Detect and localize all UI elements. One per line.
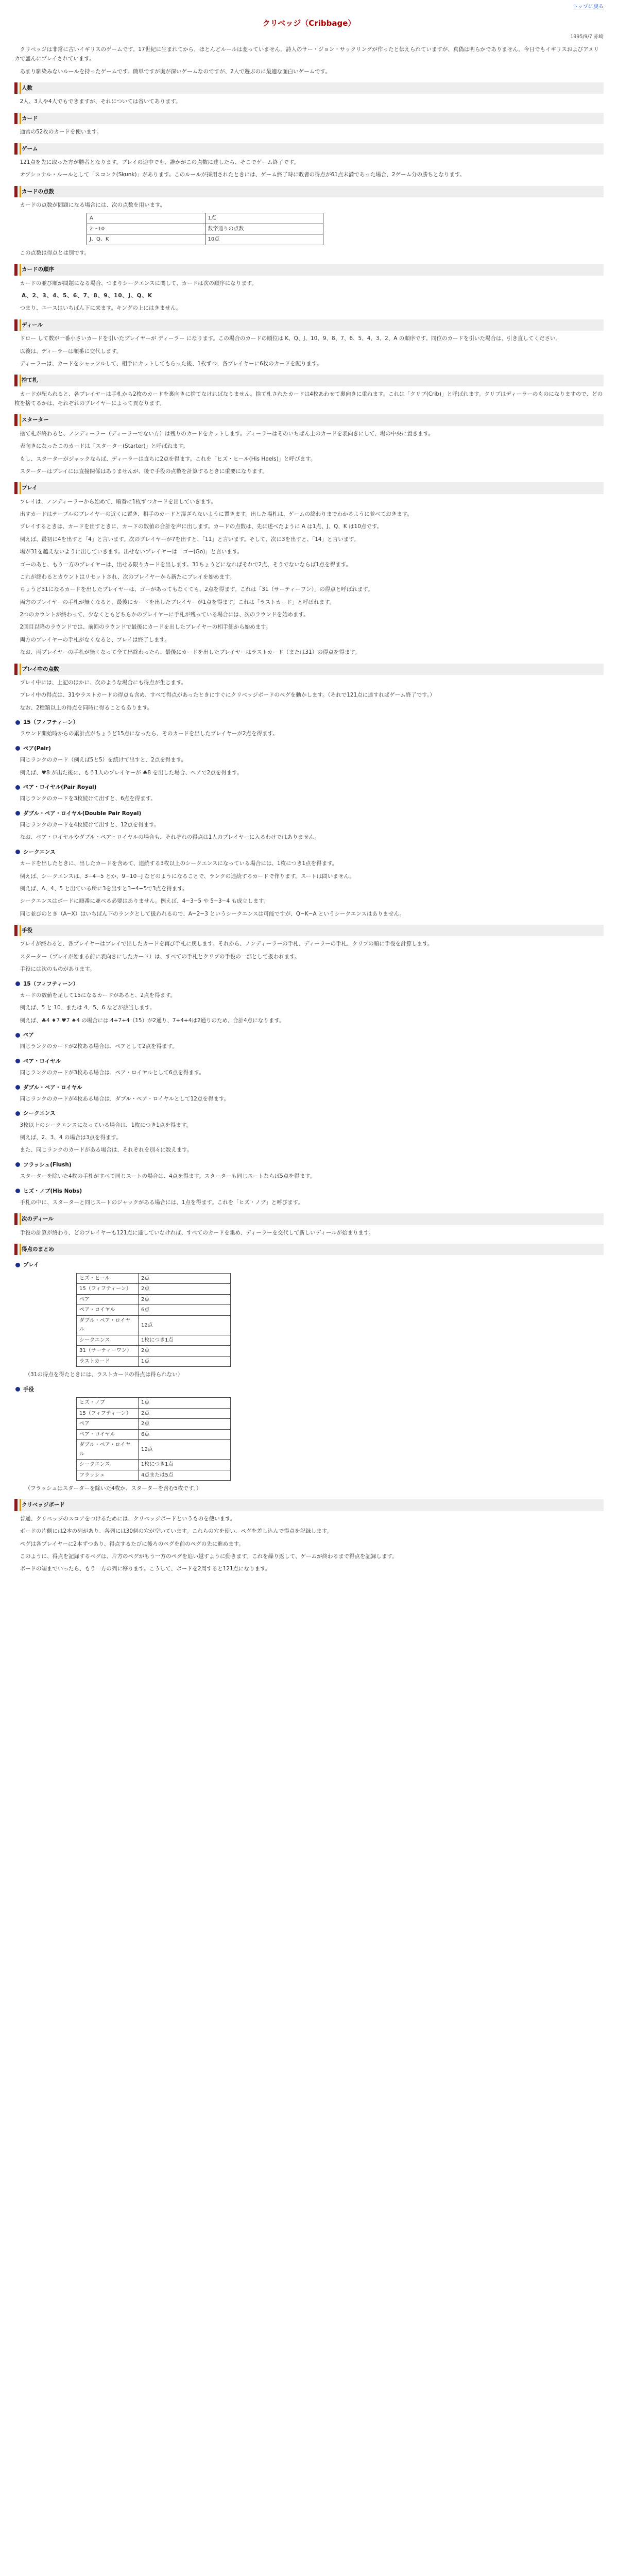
hand-sequence-text-1: 3枚以上のシークエンスになっている場合は、1枚につき1点を得ます。 bbox=[20, 1122, 192, 1128]
subheading-label: シークエンス bbox=[23, 1110, 56, 1117]
table-cell: 2点 bbox=[139, 1419, 231, 1430]
play-text-7: これが終わるとカウントはリセットされ、次のプレイヤーから新たにプレイを始めます。 bbox=[20, 573, 235, 580]
section-heading-order: カードの順序 bbox=[14, 264, 604, 275]
table-row bbox=[77, 1460, 231, 1470]
section-heading-hands: 手役 bbox=[14, 925, 604, 936]
play-text-10: 2つのカウントが終わって、少なくともどちらかのプレイヤーに手札が残っている場合には、次のラウンドを始めます。 bbox=[20, 612, 309, 618]
subheading-hand-sequence bbox=[14, 1109, 604, 1118]
subheading-hand-fifteen bbox=[14, 979, 604, 989]
table-cell: 1点 bbox=[205, 213, 323, 224]
section-heading-starter: スターター bbox=[14, 414, 604, 426]
play-scoring-text-3: なお、2種類以上の得点を同時に得ることもあります。 bbox=[20, 704, 153, 711]
subheading-hand-double-pair-royal bbox=[14, 1083, 604, 1092]
table-cell: 2点 bbox=[139, 1346, 231, 1357]
table-cell: 4点または5点 bbox=[139, 1470, 231, 1481]
table-row bbox=[77, 1273, 231, 1284]
table-cell: 6点 bbox=[139, 1429, 231, 1440]
subheading-label: ダブル・ペア・ロイヤル(Double Pair Royal) bbox=[23, 810, 142, 817]
values-text: カードの点数が問題になる場合には、次の点数を用います。 bbox=[20, 202, 166, 208]
bullet-icon bbox=[15, 1111, 20, 1116]
board-text-2: ボードの片側には2本の列があり、各列には30個の穴が空いています。これらの穴を使い、ペグを差し込んで得点を記録します。 bbox=[20, 1528, 332, 1535]
play-pair-text-1: 同じランクのカード（例えば5と5）を続けて出すと、2点を得ます。 bbox=[20, 757, 186, 764]
hand-double-pair-royal-text: 同じランクのカードが4枚ある場合は、ダブル・ペア・ロイヤルとして12点を得ます。 bbox=[20, 1095, 230, 1102]
table-cell: 1枚につき1点 bbox=[139, 1460, 231, 1470]
card-values-table bbox=[87, 213, 323, 245]
section-heading-game: ゲーム bbox=[14, 143, 604, 155]
table-cell: 6点 bbox=[139, 1305, 231, 1316]
hand-fifteen-text-3: 例えば、♣4 ♦7 ♥7 ♠4 の場合には 4+7+4（15）が2通り、7+4+4は2通りのため、合計4点になります。 bbox=[20, 1017, 285, 1024]
table-cell: 1点 bbox=[139, 1356, 231, 1367]
play-sequence-text-3: 例えば、A、4、5 と出ている所に3を出すと3−4−5で3点を得ます。 bbox=[20, 885, 188, 892]
subheading-label: プレイ bbox=[23, 1262, 39, 1268]
table-cell: ダブル・ペア・ロイヤル bbox=[77, 1440, 139, 1460]
bullet-icon bbox=[15, 720, 20, 725]
table-row bbox=[77, 1429, 231, 1440]
play-double-pair-royal-text-2: なお、ペア・ロイヤルやダブル・ペア・ロイヤルの場合も、それぞれの得点は1人のプレイヤーに入るわけではありません。 bbox=[20, 834, 320, 841]
play-text-12: 両方のプレイヤーの手札がなくなると、プレイは終了します。 bbox=[20, 636, 170, 643]
values-after: この点数は得点とは別です。 bbox=[20, 249, 90, 256]
table-row bbox=[77, 1408, 231, 1419]
subheading-label: ダブル・ペア・ロイヤル bbox=[23, 1084, 82, 1091]
board-text-1: 普通、クリベッジのスコアをつけるためには、クリベッジボードというものを使います。 bbox=[20, 1515, 236, 1522]
table-cell: 15（フィフティーン） bbox=[77, 1284, 139, 1295]
table-cell: 2〜10 bbox=[87, 224, 205, 234]
order-after: つまり、エースはいちばん下に来ます。キングの上にはきません。 bbox=[20, 305, 182, 312]
play-text-11: 2回目以降のラウンドでは、前回のラウンドで最後にカードを出したプレイヤーの相手側から始めます。 bbox=[20, 624, 271, 631]
hand-sequence-text-2: 例えば、2、3、4 の場合は3点を得ます。 bbox=[20, 1134, 122, 1141]
bullet-icon bbox=[15, 1033, 20, 1038]
table-row bbox=[87, 234, 323, 245]
play-double-pair-royal-text-1: 同じランクのカードを4枚続けて出すと、12点を得ます。 bbox=[20, 822, 160, 828]
play-sequence-text-4: シークエンスはボードに順番に並べる必要はありません。例えば、4−3−5 や 5−3−4 も成立します。 bbox=[20, 898, 269, 905]
play-text-2: 出すカードはテーブルのプレイヤーの近くに置き、相手のカードと混ざらないように置きます。出した場札は、ゲームの終わりまでわかるように並べておきます。 bbox=[20, 511, 413, 517]
bullet-icon bbox=[15, 1263, 20, 1267]
play-sequence-text-5: 同じ並びのとき（A−X）はいちばん下のランクとして扱われるので、A−2−3 というシークエンスは可能ですが、Q−K−A というシークエンスはありません。 bbox=[20, 910, 405, 917]
board-text-5: ボードの端までいったら、もう一方の列に移ります。こうして、ボードを2周すると121点になります。 bbox=[20, 1566, 271, 1572]
play-text-6: ゴーのあと、もう一方のプレイヤーは、出せる限りカードを出します。31ちょうどになればそれで2点、そうでないならば1点を得ます。 bbox=[20, 561, 352, 568]
play-text-13: なお、両プレイヤーの手札が無くなって全て出終わったら、最後にカードを出したプレイヤーはラストカード（または31）の得点を得ます。 bbox=[20, 649, 360, 656]
table-row bbox=[77, 1294, 231, 1305]
subheading-label: フラッシュ(Flush) bbox=[23, 1161, 72, 1168]
play-pair-text-2: 例えば、♥8 が出た後に、もう1人のプレイヤーが ♣8 を出した場合、ペアで2点を得ます。 bbox=[20, 769, 243, 776]
table-row bbox=[77, 1335, 231, 1346]
table-cell: ヒズ・ヒール bbox=[77, 1273, 139, 1284]
hand-pair-text: 同じランクのカードが2枚ある場合は、ペアとして2点を得ます。 bbox=[20, 1043, 178, 1050]
bullet-icon bbox=[15, 1085, 20, 1090]
table-cell: 2点 bbox=[139, 1408, 231, 1419]
back-to-top-link[interactable]: トップに戻る bbox=[573, 4, 604, 10]
starter-text-1: 捨て札が終わると、ノンディーラー（ディーラーでない方）は残りのカードをカットします。ディーラーはそのいちばん上のカードを表向きにして、場の中央に置きます。 bbox=[20, 430, 434, 437]
table-row bbox=[77, 1440, 231, 1460]
table-cell: 2点 bbox=[139, 1273, 231, 1284]
order-text: カードの並び順が問題になる場合、つまりシークエンスに関して、カードは次の順序になります。 bbox=[20, 280, 257, 286]
next-deal-text: 手役の計算が終わり、どのプレイヤーも121点に達していなければ、すべてのカードを集め、ディーラーを交代して新しいディールが始まります。 bbox=[20, 1229, 374, 1236]
starter-text-3: もし、スターターがジャックならば、ディーラーは直ちに2点を得ます。これを「ヒズ・ヒール(His Heels)」と呼びます。 bbox=[20, 455, 316, 462]
subheading-play-double-pair-royal bbox=[14, 809, 604, 818]
play-pair-royal-text: 同じランクのカードを3枚続けて出すと、6点を得ます。 bbox=[20, 795, 156, 802]
deal-text-2: 以後は、ディーラーは順番に交代します。 bbox=[20, 348, 122, 354]
hand-flush-text: スターターを除いた4枚の手札がすべて同じスートの場合は、4点を得ます。スターターも同じスートならば5点を得ます。 bbox=[20, 1173, 316, 1180]
section-heading-discard: 捨て札 bbox=[14, 375, 604, 386]
hand-score-note: （フラッシュはスターターを除いた4枚か、スターターを含む5枚です。） bbox=[25, 1485, 202, 1492]
table-cell: ペア・ロイヤル bbox=[77, 1429, 139, 1440]
table-cell: 2点 bbox=[139, 1284, 231, 1295]
subheading-label: 手役 bbox=[23, 1386, 34, 1393]
author-date: 1995/9/7 赤崎 bbox=[570, 34, 604, 40]
intro-paragraph-2: あまり馴染みないルールを持ったゲームです。簡単ですが奥が深いゲームなのですが、2人で遊ぶのに最適な面白いゲームです。 bbox=[20, 68, 331, 75]
starter-text-2: 表向きになったこのカードは「スターター(Starter)」と呼ばれます。 bbox=[20, 443, 188, 450]
table-cell: 15（フィフティーン） bbox=[77, 1408, 139, 1419]
bullet-icon bbox=[15, 1387, 20, 1392]
section-heading-board: クリベッジボード bbox=[14, 1499, 604, 1511]
bullet-icon bbox=[15, 981, 20, 986]
hand-pair-royal-text: 同じランクのカードが3枚ある場合は、ペア・ロイヤルとして6点を得ます。 bbox=[20, 1070, 204, 1076]
hand-nobs-text: 手札の中に、スターターと同じスートのジャックがある場合には、1点を得ます。これを「ヒズ・ノブ」と呼びます。 bbox=[20, 1199, 303, 1206]
play-scoring-text-1: プレイ中には、上記のほかに、次のような場合にも得点が生じます。 bbox=[20, 679, 187, 686]
table-cell: A bbox=[87, 213, 205, 224]
table-cell: 31（サーティーワン） bbox=[77, 1346, 139, 1357]
play-sequence-text-2: 例えば、シークエンスは、3−4−5 とか、9−10−J などのようになることで、ランクの連続するカードで作ります。スートは問いません。 bbox=[20, 873, 355, 879]
subheading-label: ペア bbox=[23, 1032, 34, 1038]
play-text-5: 場が31を越えないように出していきます。出せないプレイヤーは「ゴー(Go)」と言います。 bbox=[20, 549, 243, 555]
table-row bbox=[77, 1356, 231, 1367]
deal-text-3: ディーラーは、カードをシャッフルして、相手にカットしてもらった後、1枚ずつ、各プレイヤーに6枚のカードを配ります。 bbox=[20, 360, 322, 367]
subheading-label: ペア・ロイヤル bbox=[23, 1058, 61, 1064]
table-row bbox=[77, 1419, 231, 1430]
top-link-container bbox=[14, 2, 604, 10]
bullet-icon bbox=[15, 1059, 20, 1063]
play-scoring-text-2: プレイ中の得点は、31やラストカードの得点も含め、すべて得点があったときにすぐにクリベッジボードのペグを動かします。（それで121点に達すればゲーム終了です。） bbox=[20, 692, 435, 699]
subheading-label: シークエンス bbox=[23, 849, 56, 855]
play-fifteen-text: ラウンド開始時からの累計点がちょうど15点になったら、そのカードを出したプレイヤーが2点を得ます。 bbox=[20, 731, 278, 737]
table-cell: 2点 bbox=[139, 1294, 231, 1305]
play-text-1: プレイは、ノンディーラーから始めて、順番に1枚ずつカードを出していきます。 bbox=[20, 498, 216, 505]
subheading-label: ヒズ・ノブ(His Nobs) bbox=[23, 1188, 82, 1194]
section-heading-deal: ディール bbox=[14, 319, 604, 331]
play-text-4: 例えば、最初に4を出すと「4」と言います。次のプレイヤーが7を出すと、「11」と言います。そして、次に3を出すと、「14」と言います。 bbox=[20, 536, 359, 543]
table-cell: 10点 bbox=[205, 234, 323, 245]
subheading-label: 15（フィフティーン） bbox=[23, 719, 79, 725]
table-row bbox=[87, 224, 323, 234]
bullet-icon bbox=[15, 1189, 20, 1193]
starter-text-4: スターターはプレイには直接関係はありませんが、後で手役の点数を計算するときに重要になります。 bbox=[20, 468, 268, 474]
intro-paragraph-1: クリベッジは非常に古いイギリスのゲームです。17世紀に生まれてから、ほとんどルールは変っていません。詩人のサー・ジョン・サックリングが作ったと伝えられていますが、真偽は明らかでありません。今日でもイギリスおよびアメリカで盛んにプレイされています。 bbox=[14, 46, 599, 62]
subheading-summary-hand bbox=[14, 1385, 604, 1394]
table-cell: ペア bbox=[77, 1419, 139, 1430]
discard-text: カードが配られると、各プレイヤーは手札から2枚のカードを裏向きに捨てなければなりません。捨て札されたカードは4枚あわせて裏向きに重ねます。これは「クリブ(Crib)」と呼ばれます。クリブはディーラーのものになりますので、どの枚を捨てるかは、それぞれのプレイヤーによって異なります。 bbox=[14, 391, 603, 406]
game-text-2: オプショナル・ルールとして「スコンク(Skunk)」があります。このルールが採用されたときには、ゲーム終了時に敗者の得点が61点未満であった場合、2ゲーム分の勝ちとなります。 bbox=[20, 172, 466, 178]
table-cell: シークエンス bbox=[77, 1335, 139, 1346]
subheading-hand-flush bbox=[14, 1160, 604, 1170]
players-text: 2人、3人や4人でもできますが、それについては省いてあります。 bbox=[20, 98, 181, 105]
section-heading-play-scoring: プレイ中の点数 bbox=[14, 664, 604, 675]
play-text-3: プレイするときは、カードを出すときに、カードの数値の合計を声に出します。カードの点数は、先に述べたように A は1点、J、Q、K は10点です。 bbox=[20, 523, 383, 530]
play-text-8: ちょうど31になるカードを出したプレイヤーは、ゴーがあってもなくても、2点を得ます。これは「31（サーティーワン）」の得点と呼ばれます。 bbox=[20, 586, 373, 593]
subheading-play-sequence bbox=[14, 848, 604, 857]
play-sequence-text-1: カードを出したときに、出したカードを含めて、連続する3枚以上のシークエンスになっている場合には、1枚につき1点を得ます。 bbox=[20, 860, 338, 867]
subheading-play-pair-royal bbox=[14, 783, 604, 792]
table-cell: フラッシュ bbox=[77, 1470, 139, 1481]
page-title: クリベッジ（Cribbage） bbox=[262, 19, 356, 28]
deal-text-1: ドロー して数が一番小さいカードを引いたプレイヤーが ディーラー になります。この場合のカードの順位は K、Q、J、10、9、8、7、6、5、4、3、2、A の順序です。同位のカードを引いた場合は、引き直してください。 bbox=[20, 335, 561, 342]
play-text-9: 両方のプレイヤーの手札が無くなると、最後にカードを出したプレイヤーが1点を得ます。これは「ラストカード」と呼ばれます。 bbox=[20, 599, 335, 605]
bullet-icon bbox=[15, 811, 20, 816]
board-text-4: このように、得点を記録するペグは、片方のペグがもう一方のペグを追い越すように動きます。これを繰り返して、ゲームが終わるまで得点を記録します。 bbox=[20, 1553, 398, 1560]
table-row bbox=[77, 1398, 231, 1409]
table-row bbox=[77, 1346, 231, 1357]
section-heading-players: 人数 bbox=[14, 82, 604, 94]
subheading-label: 15（フィフティーン） bbox=[23, 980, 79, 987]
play-score-note: （31の得点を得たときには、ラストカードの得点は得られない） bbox=[25, 1371, 183, 1378]
cards-text: 通常の52枚のカードを使います。 bbox=[20, 129, 102, 135]
hands-text-3: 手役には次のものがあります。 bbox=[20, 966, 95, 973]
section-heading-values: カードの点数 bbox=[14, 186, 604, 197]
table-row bbox=[77, 1470, 231, 1481]
subheading-hand-nobs bbox=[14, 1187, 604, 1196]
bullet-icon bbox=[15, 1162, 20, 1167]
hand-fifteen-text-1: カードの数値を足して15になるカードがあると、2点を得ます。 bbox=[20, 992, 176, 998]
subheading-hand-pair bbox=[14, 1030, 604, 1040]
table-cell: 1点 bbox=[139, 1398, 231, 1409]
table-cell: ペア bbox=[77, 1294, 139, 1305]
subheading-play-pair bbox=[14, 744, 604, 753]
subheading-label: ペア・ロイヤル(Pair Royal) bbox=[23, 784, 97, 790]
table-cell: シークエンス bbox=[77, 1460, 139, 1470]
board-text-3: ペグは各プレイヤーに2本ずつあり、得点するたびに後ろのペグを前のペグの先に進めます。 bbox=[20, 1540, 244, 1547]
section-heading-summary: 得点のまとめ bbox=[14, 1244, 604, 1255]
subheading-summary-play bbox=[14, 1260, 604, 1269]
hands-text-2: スターター（プレイが始まる前に表向きにしたカード）は、すべての手札とクリブの手役の一部として扱われます。 bbox=[20, 953, 300, 960]
subheading-hand-pair-royal bbox=[14, 1057, 604, 1066]
table-cell: ヒズ・ノブ bbox=[77, 1398, 139, 1409]
section-heading-cards: カード bbox=[14, 113, 604, 124]
table-cell: 1枚につき1点 bbox=[139, 1335, 231, 1346]
game-text-1: 121点を先に取った方が勝者となります。プレイの途中でも、誰かがこの点数に達したら、そこでゲーム終了です。 bbox=[20, 159, 299, 165]
table-cell: ラストカード bbox=[77, 1356, 139, 1367]
table-cell: 12点 bbox=[139, 1315, 231, 1335]
bullet-icon bbox=[15, 746, 20, 751]
bullet-icon bbox=[15, 785, 20, 790]
table-row bbox=[77, 1315, 231, 1335]
table-cell: 12点 bbox=[139, 1440, 231, 1460]
page-bottom-spacer bbox=[14, 1577, 604, 1598]
hand-sequence-text-3: また、同じランクのカードがある場合は、それぞれを別々に数えます。 bbox=[20, 1147, 193, 1154]
table-cell: ダブル・ペア・ロイヤル bbox=[77, 1315, 139, 1335]
subheading-label: ペア(Pair) bbox=[23, 745, 51, 752]
table-cell: J、Q、K bbox=[87, 234, 205, 245]
hand-score-table bbox=[76, 1397, 231, 1481]
table-cell: 数字通りの点数 bbox=[205, 224, 323, 234]
section-heading-next-deal: 次のディール bbox=[14, 1213, 604, 1225]
table-row bbox=[87, 213, 323, 224]
section-heading-play: プレイ bbox=[14, 482, 604, 494]
table-cell: ペア・ロイヤル bbox=[77, 1305, 139, 1316]
play-score-table bbox=[76, 1273, 231, 1367]
card-order-line: A、2、3、4、5、6、7、8、9、10、J、Q、K bbox=[22, 293, 153, 299]
hand-fifteen-text-2: 例えば、5 と 10、または 4、5、6 などが該当します。 bbox=[20, 1005, 156, 1011]
table-row bbox=[77, 1284, 231, 1295]
hands-text-1: プレイが終わると、各プレイヤーはプレイで出したカードを再び手札に戻します。それから、ノンディーラーの手札、ディーラーの手札、クリブの順に手役を計算します。 bbox=[20, 941, 433, 947]
table-row bbox=[77, 1305, 231, 1316]
subheading-play-fifteen bbox=[14, 718, 604, 727]
bullet-icon bbox=[15, 850, 20, 854]
